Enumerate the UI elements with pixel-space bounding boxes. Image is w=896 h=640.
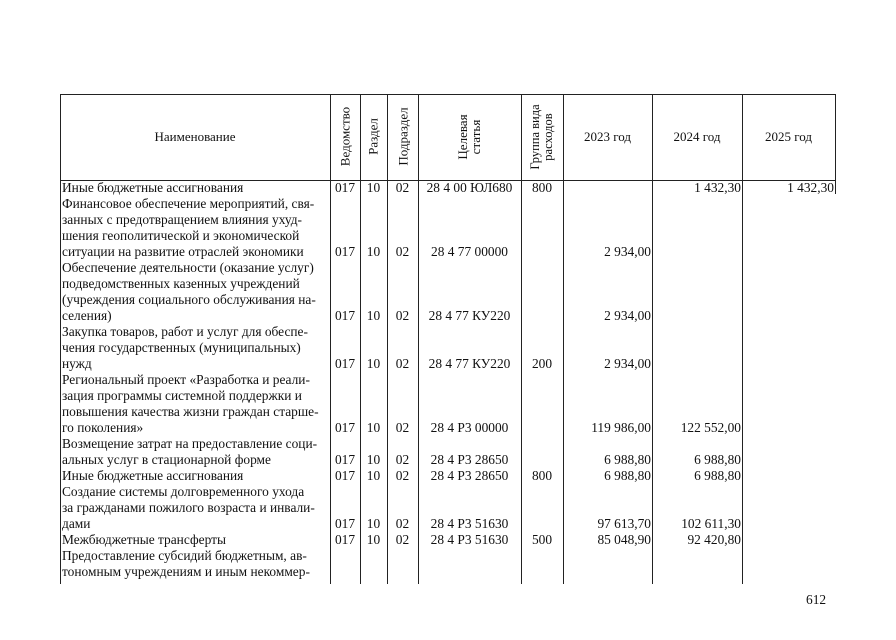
- row-gvr: 500: [531, 532, 553, 547]
- col-border-pod: [418, 94, 419, 584]
- row-cs: 28 4 Р3 51630: [430, 532, 509, 547]
- col-border-2024: [742, 94, 743, 584]
- row-gvr: 800: [531, 180, 553, 195]
- row-ved: 017: [334, 356, 356, 371]
- row-pod: 02: [395, 532, 410, 547]
- row-raz: 10: [366, 516, 381, 531]
- header-2024: 2024 год: [673, 129, 721, 144]
- header-name: Наименование: [154, 129, 236, 144]
- row-ved: 017: [334, 468, 356, 483]
- col-border-left: [60, 94, 61, 584]
- header-vedomstvo: Ведомство: [337, 106, 353, 167]
- header-razdel: Раздел: [365, 118, 381, 155]
- row-gvr: 800: [531, 468, 553, 483]
- col-border-ved: [360, 94, 361, 584]
- header-gruppa-vida-rashodov: Группа вида расходов: [528, 104, 555, 170]
- row-gvr: 200: [531, 356, 553, 371]
- row-ved: 017: [334, 244, 356, 259]
- row-name: Иные бюджетные ассигнования: [62, 468, 244, 483]
- row-pod: 02: [395, 516, 410, 531]
- row-name: Региональный проект «Разработка и реали- зация программы системной поддержки и повышения качества жизни граждан старше- го поколения»: [62, 372, 319, 435]
- row-2023: 97 613,70: [597, 516, 651, 531]
- row-2023: 2 934,00: [604, 356, 651, 371]
- row-2023: 2 934,00: [604, 244, 651, 259]
- row-cs: 28 4 Р3 28650: [430, 452, 509, 467]
- col-border-right: [835, 94, 836, 194]
- row-2023: 2 934,00: [604, 308, 651, 323]
- row-raz: 10: [366, 468, 381, 483]
- row-ved: 017: [334, 452, 356, 467]
- row-2025: 1 432,30: [787, 180, 834, 195]
- col-border-gvr: [563, 94, 564, 584]
- row-raz: 10: [366, 532, 381, 547]
- row-name: Закупка товаров, работ и услуг для обеспе- чения государственных (муниципальных) нужд: [62, 324, 308, 371]
- header-celevaya-statya: Целевая статья: [455, 114, 483, 160]
- row-pod: 02: [395, 308, 410, 323]
- row-2024: 6 988,80: [694, 468, 741, 483]
- row-raz: 10: [366, 420, 381, 435]
- row-cs: 28 4 00 ЮЛ680: [426, 180, 513, 195]
- row-cs: 28 4 77 00000: [431, 244, 508, 259]
- row-pod: 02: [395, 420, 410, 435]
- row-raz: 10: [366, 180, 381, 195]
- row-ved: 017: [334, 420, 356, 435]
- row-pod: 02: [395, 452, 410, 467]
- row-2023: 119 986,00: [591, 420, 651, 435]
- row-pod: 02: [395, 468, 410, 483]
- row-pod: 02: [395, 356, 410, 371]
- row-name: Обеспечение деятельности (оказание услуг) подведомственных казенных учреждений (учреждения социального обслуживания на- селения): [62, 260, 316, 323]
- row-name: Иные бюджетные ассигнования: [62, 180, 244, 195]
- col-border-name: [330, 94, 331, 584]
- row-ved: 017: [334, 308, 356, 323]
- row-2024: 102 611,30: [681, 516, 741, 531]
- row-name: Межбюджетные трансферты: [62, 532, 226, 547]
- col-border-cs: [521, 94, 522, 584]
- row-ved: 017: [334, 532, 356, 547]
- row-raz: 10: [366, 244, 381, 259]
- row-name: Возмещение затрат на предоставление соци- альных услуг в стационарной форме: [62, 436, 318, 467]
- row-2023: 6 988,80: [604, 452, 651, 467]
- row-name: Создание системы долговременного ухода за гражданами пожилого возраста и инвали- дами: [62, 484, 315, 531]
- row-2024: 122 552,00: [680, 420, 741, 435]
- row-2024: 1 432,30: [694, 180, 741, 195]
- row-raz: 10: [366, 452, 381, 467]
- row-cs: 28 4 77 КУ220: [428, 356, 511, 371]
- row-ved: 017: [334, 180, 356, 195]
- row-2024: 6 988,80: [694, 452, 741, 467]
- row-cs: 28 4 Р3 00000: [430, 420, 509, 435]
- row-ved: 017: [334, 516, 356, 531]
- row-pod: 02: [395, 180, 410, 195]
- header-2025: 2025 год: [765, 129, 812, 144]
- row-cs: 28 4 Р3 51630: [430, 516, 509, 531]
- row-cs: 28 4 Р3 28650: [430, 468, 509, 483]
- row-name: Финансовое обеспечение мероприятий, свя- занных с предотвращением влияния ухуд- шения геополитической и экономической ситуации на развитие отраслей экономики: [62, 196, 315, 259]
- row-raz: 10: [366, 308, 381, 323]
- col-border-2023: [652, 94, 653, 584]
- row-cs: 28 4 77 КУ220: [428, 308, 511, 323]
- table-top-border: [60, 94, 836, 95]
- row-pod: 02: [395, 244, 410, 259]
- page-number: 612: [806, 592, 827, 607]
- row-2023: 6 988,80: [604, 468, 651, 483]
- row-2023: 85 048,90: [597, 532, 651, 547]
- row-name: Предоставление субсидий бюджетным, ав- тономным учреждениям и иным некоммер-: [62, 548, 310, 579]
- header-2023: 2023 год: [584, 129, 631, 144]
- row-2024: 92 420,80: [687, 532, 741, 547]
- row-raz: 10: [366, 356, 381, 371]
- header-podrazdel: Подраздел: [395, 107, 411, 166]
- col-border-raz: [387, 94, 388, 584]
